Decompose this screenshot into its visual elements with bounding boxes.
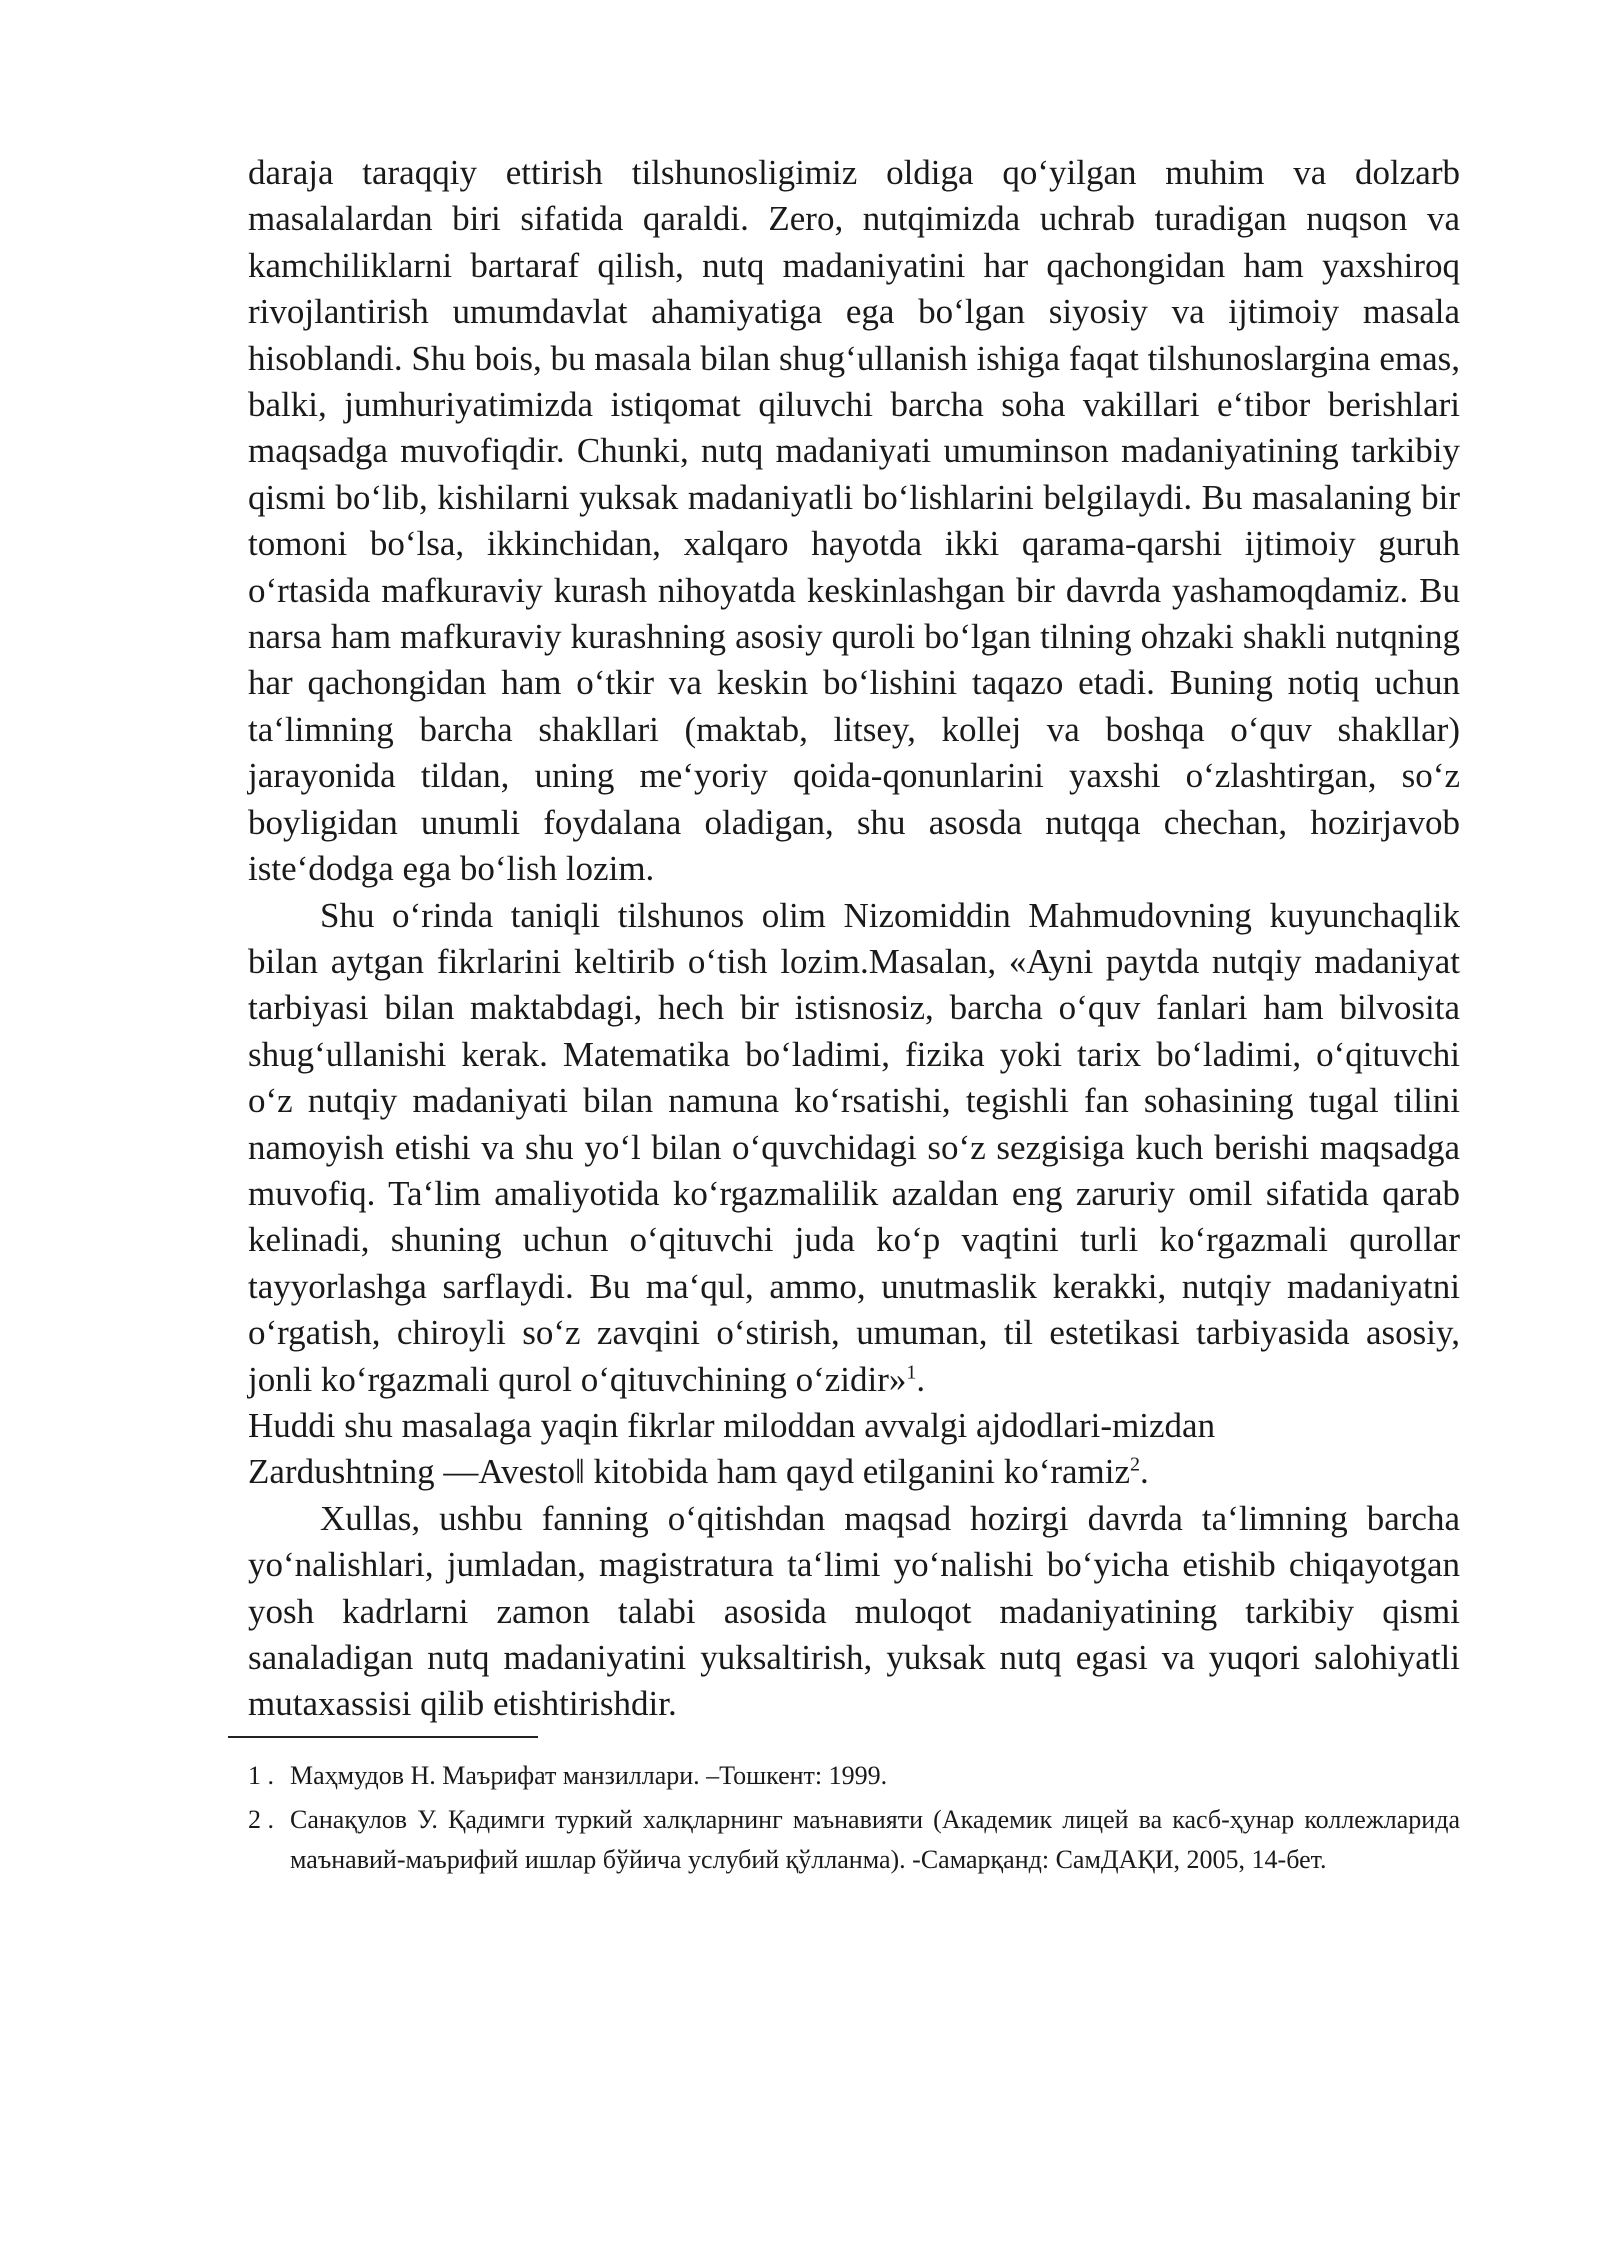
sentence-end: . (916, 1359, 926, 1399)
body-paragraph-3 (248, 1403, 1460, 1496)
footnote-text: Маҳмудов Н. Маърифат манзиллари. –Тошкент: 1999. (290, 1760, 888, 1790)
footnote-1 (248, 1756, 1460, 1796)
footnote-2 (248, 1800, 1460, 1880)
paragraph-3-line-1: Huddi shu masalaga yaqin fikrlar miloddan avvalgi ajdodlari-mizdan (248, 1405, 1216, 1445)
body-paragraph-2 (248, 893, 1460, 1403)
quotation-text: Shu o‘rinda taniqli tilshunos olim Nizomiddin Mahmudovning kuyunchaqlik bilan aytgan fikrlarini keltirib o‘tish lozim.Masalan, «Ayni paytda nutqiy madaniyat tarbiyasi bilan maktabdagi, hech bir istisnosiz, barcha o‘quv fanlari ham bilvosita shug‘ullanishi kerak. Matematika bo‘ladimi, fizika yoki tarix bo‘ladimi, o‘qituvchi o‘z nutqiy madaniyati bilan namuna ko‘rsatishi, tegishli fan sohasining tugal tilini namoyish etishi va shu yo‘l bilan o‘quvchidagi so‘z sezgisiga kuch berishi maqsadga muvofiq. Ta‘lim amaliyotida ko‘rgazmalilik azaldan eng zaruriy omil sifatida qarab kelinadi, shuning uchun o‘qituvchi juda ko‘p vaqtini turli ko‘rgazmali qurollar tayyorlashga sarflaydi. Bu ma‘qul, ammo, unutmaslik kerakki, nutqiy madaniyatni o‘rgatish, chiroyli so‘z zavqini o‘stirish, umuman, til estetikasi tarbiyasida asosiy, jonli ko‘rgazmali qurol o‘qituvchining o‘zidir» (248, 895, 1460, 1399)
sentence-end: . (1140, 1452, 1149, 1492)
document-page (248, 150, 1460, 1884)
footnote-ref-1[interactable]: 1 (906, 1360, 917, 1383)
footnote-ref-2[interactable]: 2 (1130, 1453, 1141, 1476)
footnote-separator (228, 1736, 538, 1738)
footnote-text: Санақулов У. Қадимги туркий халқларнинг маънавияти (Академик лицей ва касб-ҳунар коллежларида маънавий-маърифий ишлар бўйича услубий қўлланма). -Самарқанд: СамДАҚИ, 2005, 14-бет. (290, 1804, 1460, 1874)
footnote-number: 2 . (248, 1804, 274, 1834)
body-paragraph-1: daraja taraqqiy ettirish tilshunosligimiz oldiga qo‘yilgan muhim va dolzarb masalalardan biri sifatida qaraldi. Zero, nutqimizda uchrab turadigan nuqson va kamchiliklarni bartaraf qilish, nutq madaniyatini har qachongidan ham yaxshiroq rivojlantirish umumdavlat ahamiyatiga ega bo‘lgan siyosiy va ijtimoiy masala hisoblandi. Shu bois, bu masala bilan shug‘ullanish ishiga faqat tilshunoslargina emas, balki, jumhuriyatimizda istiqomat qiluvchi barcha soha vakillari e‘tibor berishlari maqsadga muvofiqdir. Chunki, nutq madaniyati umuminson madaniyatining tarkibiy qismi bo‘lib, kishilarni yuksak madaniyatli bo‘lishlarini belgilaydi. Bu masalaning bir tomoni bo‘lsa, ikkinchidan, xalqaro hayotda ikki qarama-qarshi ijtimoiy guruh o‘rtasida mafkuraviy kurash nihoyatda keskinlashgan bir davrda yashamoqdamiz. Bu narsa ham mafkuraviy kurashning asosiy quroli bo‘lgan tilning ohzaki shakli nutqning har qachongidan ham o‘tkir va keskin bo‘lishini taqazo etadi. Buning notiq uchun ta‘limning barcha shakllari (maktab, litsey, kollej va boshqa o‘quv shakllar) jarayonida tildan, uning me‘yoriy qoida-qonunlarini yaxshi o‘zlashtirgan, so‘z boyligidan unumli foydalana oladigan, shu asosda nutqqa chechan, hozirjavob iste‘dodga ega bo‘lish lozim. (248, 153, 1460, 889)
body-paragraph-4: Xullas, ushbu fanning o‘qitishdan maqsad hozirgi davrda ta‘limning barcha yo‘nalishlari, jumladan, magistratura ta‘limi yo‘nalishi bo‘yicha etishib chiqayotgan yosh kadrlarni zamon talabi asosida muloqot madaniyatining tarkibiy qismi sanaladigan nutq madaniyatini yuksaltirish, yuksak nutq egasi va yuqori salohiyatli mutaxassisi qilib etishtirishdir. (248, 1498, 1460, 1724)
paragraph-3-line-2: Zardushtning ―Avesto‖ kitobida ham qayd etilganini ko‘ramiz (248, 1452, 1131, 1492)
footnote-number: 1 . (248, 1760, 274, 1790)
